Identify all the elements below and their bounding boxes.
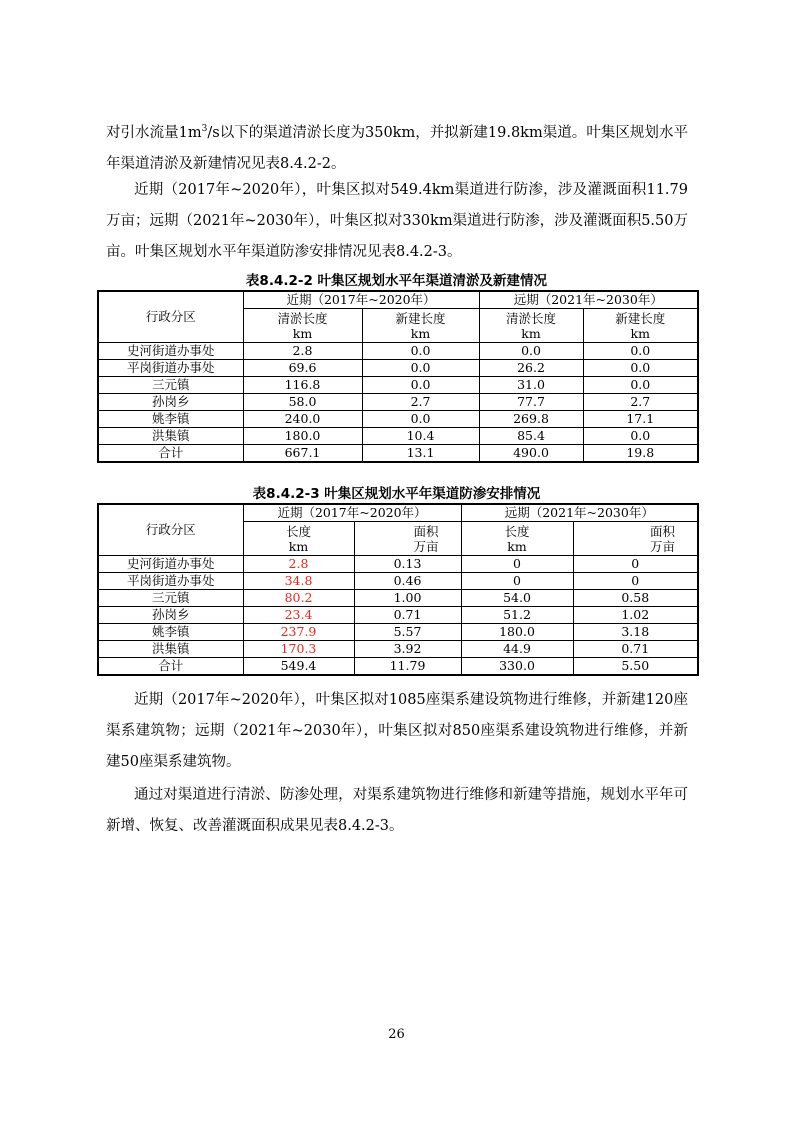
- table-row: [98, 641, 698, 658]
- row-region: 洪集镇: [98, 428, 243, 445]
- cell-highlighted: 80.2: [243, 590, 354, 607]
- table-2-region-header: 行政分区: [98, 504, 243, 556]
- cell: 77.7: [479, 394, 583, 411]
- table-1: [97, 290, 699, 463]
- cell: 549.4: [243, 658, 354, 676]
- cell: 0.13: [354, 556, 461, 573]
- table-1-col-header: [583, 309, 698, 343]
- cell: 2.8: [243, 343, 362, 360]
- cell: 13.1: [362, 445, 479, 463]
- table-total-row: [98, 658, 698, 676]
- table-row: [98, 590, 698, 607]
- col-label: 新建长度: [615, 310, 666, 326]
- table-2-col-header: [573, 522, 698, 556]
- col-label: 长度: [504, 523, 530, 539]
- table-1-period-near: 近期（2017年~2020年）: [243, 291, 479, 309]
- row-region: 平岗街道办事处: [98, 573, 243, 590]
- cell: 0: [573, 556, 698, 573]
- row-region: 合计: [98, 658, 243, 676]
- paragraph-1: [106, 114, 688, 180]
- table-1-col-header: [362, 309, 479, 343]
- col-unit: 万亩: [413, 538, 439, 554]
- cell: 44.9: [461, 641, 573, 658]
- col-unit: 万亩: [650, 538, 676, 554]
- cell-highlighted: 23.4: [243, 607, 354, 624]
- cell: 5.50: [573, 658, 698, 676]
- row-region: 孙岗乡: [98, 607, 243, 624]
- row-region: 三元镇: [98, 590, 243, 607]
- cell: 0.0: [479, 343, 583, 360]
- paragraph-2: 近期（2017年~2020年），叶集区拟对549.4km渠道进行防渗，涉及灌溉面积11.79万亩；远期（2021年~2030年），叶集区拟对330km渠道进行防渗，涉及灌溉面积5.50万亩。叶集区规划水平年渠道防渗安排情况见表8.4.2-3。: [106, 182, 688, 260]
- col-label: 新建长度: [395, 310, 446, 326]
- col-unit: km: [292, 325, 313, 341]
- table-row: [98, 624, 698, 641]
- page-number: 26: [388, 1027, 405, 1042]
- paragraph-1-rest: /s以下的渠道清淤长度为350km，并拟新建19.8km渠道。叶集区规划水平年渠道清淤及新建情况见表8.4.2-2。: [106, 124, 688, 172]
- table-2-col-header: [461, 522, 573, 556]
- cell: 490.0: [479, 445, 583, 463]
- table-2-caption: 表8.4.2-3 叶集区规划水平年渠道防渗安排情况: [252, 486, 541, 502]
- cell-highlighted: 34.8: [243, 573, 354, 590]
- cell: 0.0: [362, 377, 479, 394]
- row-region: 姚李镇: [98, 624, 243, 641]
- table-row: [98, 343, 698, 360]
- cell: 0.0: [583, 343, 698, 360]
- cell: 0.71: [354, 607, 461, 624]
- table-2-col-header: [243, 522, 354, 556]
- paragraph-1-superscript: 3: [201, 124, 208, 134]
- row-region: 史河街道办事处: [98, 556, 243, 573]
- table-1-header-row: [98, 291, 698, 309]
- cell: 1.00: [354, 590, 461, 607]
- cell: 3.18: [573, 624, 698, 641]
- table-row: [98, 377, 698, 394]
- col-label: 面积: [650, 523, 676, 539]
- cell: 2.7: [362, 394, 479, 411]
- col-label: 长度: [285, 523, 311, 539]
- cell: 269.8: [479, 411, 583, 428]
- cell: 0.0: [362, 411, 479, 428]
- table-1-region-header: 行政分区: [98, 291, 243, 343]
- col-unit: km: [630, 325, 650, 341]
- paragraph-1-prefix: 对引水流量1m: [106, 124, 202, 141]
- row-region: 姚李镇: [98, 411, 243, 428]
- table-row: [98, 411, 698, 428]
- cell: 0.0: [362, 343, 479, 360]
- cell: 5.57: [354, 624, 461, 641]
- cell: 51.2: [461, 607, 573, 624]
- cell: 69.6: [243, 360, 362, 377]
- col-unit: km: [410, 325, 431, 341]
- row-region: 洪集镇: [98, 641, 243, 658]
- cell: 0.46: [354, 573, 461, 590]
- table-row: [98, 360, 698, 377]
- cell: 0.71: [573, 641, 698, 658]
- cell: 58.0: [243, 394, 362, 411]
- table-2: [97, 503, 699, 676]
- table-1-period-far: 远期（2021年~2030年）: [479, 291, 698, 309]
- table-1-caption: 表8.4.2-2 叶集区规划水平年渠道清淤及新建情况: [245, 273, 548, 289]
- cell: 0.58: [573, 590, 698, 607]
- cell: 1.02: [573, 607, 698, 624]
- table-row: [98, 428, 698, 445]
- table-row: [98, 573, 698, 590]
- table-row: [98, 607, 698, 624]
- cell: 0.0: [583, 360, 698, 377]
- table-row: [98, 556, 698, 573]
- cell: 0: [461, 556, 573, 573]
- cell: 19.8: [583, 445, 698, 463]
- table-2-header-row: [98, 504, 698, 522]
- col-unit: km: [507, 538, 527, 554]
- cell: 116.8: [243, 377, 362, 394]
- table-2-col-header: [354, 522, 461, 556]
- cell: 17.1: [583, 411, 698, 428]
- row-region: 史河街道办事处: [98, 343, 243, 360]
- cell: 330.0: [461, 658, 573, 676]
- cell: 180.0: [461, 624, 573, 641]
- cell: 26.2: [479, 360, 583, 377]
- col-unit: km: [521, 325, 541, 341]
- col-label: 面积: [413, 523, 439, 539]
- paragraph-4: 通过对渠道进行清淤、防渗处理，对渠系建筑物进行维修和新建等措施，规划水平年可新增、恢复、改善灌溉面积成果见表8.4.2-3。: [106, 787, 688, 834]
- table-2-period-far: 远期（2021年~2030年）: [461, 504, 698, 522]
- cell-highlighted: 237.9: [243, 624, 354, 641]
- table-total-row: [98, 445, 698, 463]
- cell: 0.0: [583, 377, 698, 394]
- cell: 54.0: [461, 590, 573, 607]
- cell: 10.4: [362, 428, 479, 445]
- table-1-col-header: [479, 309, 583, 343]
- cell-highlighted: 170.3: [243, 641, 354, 658]
- cell-highlighted: 2.8: [243, 556, 354, 573]
- cell: 2.7: [583, 394, 698, 411]
- cell: 11.79: [354, 658, 461, 676]
- row-region: 平岗街道办事处: [98, 360, 243, 377]
- table-row: [98, 394, 698, 411]
- table-2-period-near: 近期（2017年~2020年）: [243, 504, 461, 522]
- row-region: 三元镇: [98, 377, 243, 394]
- col-unit: km: [288, 538, 309, 554]
- col-label: 清淤长度: [506, 310, 557, 326]
- row-region: 孙岗乡: [98, 394, 243, 411]
- cell: 0: [573, 573, 698, 590]
- cell: 0.0: [583, 428, 698, 445]
- col-label: 清淤长度: [277, 310, 328, 326]
- cell: 180.0: [243, 428, 362, 445]
- paragraph-3: 近期（2017年~2020年），叶集区拟对1085座渠系建设筑物进行维修，并新建120座渠系建筑物；远期（2021年~2030年），叶集区拟对850座渠系建设筑物进行维修，并新建50座渠系建筑物。: [106, 692, 688, 770]
- cell: 3.92: [354, 641, 461, 658]
- row-region: 合计: [98, 445, 243, 463]
- cell: 0: [461, 573, 573, 590]
- cell: 31.0: [479, 377, 583, 394]
- table-1-col-header: [243, 309, 362, 343]
- cell: 240.0: [243, 411, 362, 428]
- cell: 0.0: [362, 360, 479, 377]
- cell: 667.1: [243, 445, 362, 463]
- cell: 85.4: [479, 428, 583, 445]
